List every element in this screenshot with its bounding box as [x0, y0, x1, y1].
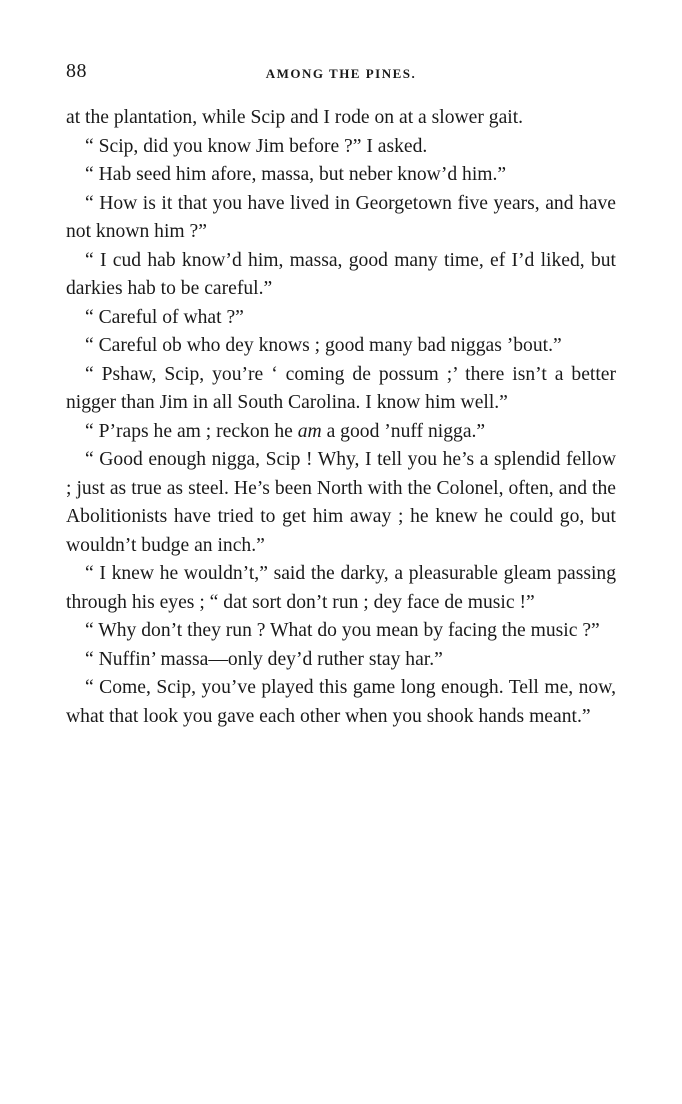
paragraph: “ P’raps he am ; reckon he am a good ’nuff nigga.” [85, 420, 486, 442]
paragraph: at the plantation, while Scip and I rode on at a slower gait. [66, 107, 524, 128]
paragraph: “ Careful of what ?” [85, 306, 244, 328]
paragraph: “ I knew he wouldn’t,” said the darky, a pleasurable gleam passing through his eyes ; “ dat sort don’t run ; dey face de music !” [66, 563, 616, 613]
body-text [66, 104, 616, 731]
running-title: AMONG THE PINES. [265, 66, 417, 81]
book-page [66, 58, 616, 731]
paragraph: “ Scip, did you know Jim before ?” I asked. [85, 135, 428, 157]
paragraph: “ Pshaw, Scip, you’re ‘ coming de possum ;’ there isn’t a better nigger than Jim in all South Carolina. I know him well.” [66, 363, 616, 413]
paragraph: “ Careful ob who dey knows ; good many bad niggas ’bout.” [85, 335, 562, 356]
paragraph: “ Good enough nigga, Scip ! Why, I tell you he’s a splendid fellow ; just as true as steel. He’s been North with the Colonel, often, and the Abolitionists have tried to get him away ; he knew he could go, but wouldn’t budge an inch.” [66, 449, 616, 556]
page-number: 88 [66, 60, 87, 82]
paragraph: “ I cud hab know’d him, massa, good many time, ef I’d liked, but darkies hab to be careful.” [66, 249, 616, 299]
paragraph: “ How is it that you have lived in Georgetown five years, and have not known him ?” [66, 192, 616, 242]
paragraph: “ Hab seed him afore, massa, but neber know’d him.” [85, 164, 507, 185]
italic-word: am [297, 420, 322, 442]
paragraph: “ Come, Scip, you’ve played this game long enough. Tell me, now, what that look you gave each other when you shook hands meant.” [66, 677, 616, 727]
paragraph: “ Why don’t they run ? What do you mean by facing the music ?” [85, 620, 600, 641]
paragraph: “ Nuffin’ massa—only dey’d ruther stay har.” [85, 648, 443, 670]
page-header [66, 58, 616, 88]
